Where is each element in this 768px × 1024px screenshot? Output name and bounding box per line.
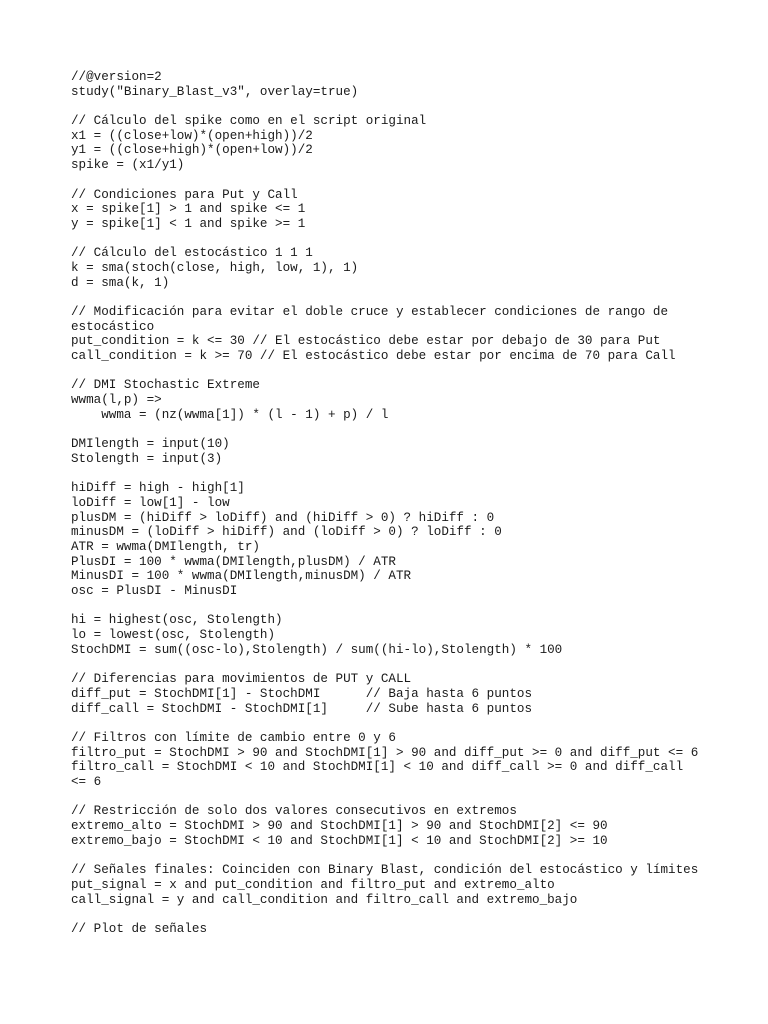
comment-line: // Cálculo del estocástico 1 1 1 — [71, 246, 313, 261]
code-line: StochDMI = sum((osc-lo),Stolength) / sum((hi-lo),Stolength) * 100 — [71, 642, 563, 657]
blank-line — [71, 99, 751, 114]
code-line: wwma(l,p) => — [71, 393, 162, 408]
code-line: loDiff = low[1] - low — [71, 495, 230, 510]
code-line: hiDiff = high - high[1] — [71, 481, 245, 496]
code-line: <= 6 — [71, 775, 102, 789]
code-line: put_signal = x and put_condition and filtro_put and extremo_alto — [71, 877, 555, 892]
code-line: hi = highest(osc, Stolength) — [71, 613, 283, 628]
blank-line — [71, 658, 751, 673]
blank-line — [71, 290, 751, 305]
blank-line — [71, 907, 751, 922]
blank-line — [71, 173, 751, 188]
code-line: plusDM = (hiDiff > loDiff) and (hiDiff > 0) ? hiDiff : 0 — [71, 510, 495, 525]
code-line: diff_call = StochDMI - StochDMI[1] // Sube hasta 6 puntos — [71, 701, 533, 716]
blank-line — [71, 599, 751, 614]
code-line: ATR = wwma(DMIlength, tr) — [71, 540, 260, 554]
comment-line: // Señales finales: Coinciden con Binary Blast, condición del estocástico y límites — [71, 863, 699, 878]
code-line: x = spike[1] > 1 and spike <= 1 — [71, 202, 306, 217]
code-line: y = spike[1] < 1 and spike >= 1 — [71, 216, 306, 231]
code-line: extremo_bajo = StochDMI < 10 and StochDMI[1] < 10 and StochDMI[2] >= 10 — [71, 833, 608, 848]
code-line: lo = lowest(osc, Stolength) — [71, 628, 276, 643]
comment-line: // Cálculo del spike como en el script original — [71, 114, 427, 129]
code-block — [71, 70, 751, 937]
blank-line — [71, 716, 751, 731]
code-line: MinusDI = 100 * wwma(DMIlength,minusDM) / ATR — [71, 569, 412, 584]
code-line: d = sma(k, 1) — [71, 275, 170, 290]
comment-line: // Filtros con límite de cambio entre 0 y 6 — [71, 730, 396, 745]
code-line: y1 = ((close+high)*(open+low))/2 — [71, 143, 313, 158]
code-line: osc = PlusDI - MinusDI — [71, 584, 238, 599]
comment-line: // Plot de señales — [71, 921, 208, 936]
code-line: wwma = (nz(wwma[1]) * (l - 1) + p) / l — [71, 407, 389, 422]
code-line: k = sma(stoch(close, high, low, 1), 1) — [71, 260, 359, 275]
code-line: estocástico — [71, 319, 155, 334]
blank-line — [71, 848, 751, 863]
code-line: x1 = ((close+low)*(open+high))/2 — [71, 128, 313, 143]
code-line: study("Binary_Blast_v3", overlay=true) — [71, 84, 359, 99]
code-line: call_condition = k >= 70 // El estocástico debe estar por encima de 70 para Call — [71, 349, 676, 364]
comment-line: //@version=2 — [71, 70, 162, 84]
comment-line: // Condiciones para Put y Call — [71, 187, 298, 202]
comment-line: // DMI Stochastic Extreme — [71, 378, 260, 393]
code-line: minusDM = (loDiff > hiDiff) and (loDiff > 0) ? loDiff : 0 — [71, 525, 502, 540]
code-line: filtro_call = StochDMI < 10 and StochDMI[1] < 10 and diff_call >= 0 and diff_call — [71, 760, 684, 775]
blank-line — [71, 364, 751, 379]
code-line: diff_put = StochDMI[1] - StochDMI // Baja hasta 6 puntos — [71, 686, 533, 701]
blank-line — [71, 467, 751, 482]
blank-line — [71, 423, 751, 438]
code-line: DMIlength = input(10) — [71, 437, 230, 452]
code-line: PlusDI = 100 * wwma(DMIlength,plusDM) / ATR — [71, 554, 396, 569]
code-line: spike = (x1/y1) — [71, 158, 185, 173]
comment-line: // Modificación para evitar el doble cruce y establecer condiciones de rango de — [71, 305, 669, 319]
code-line: extremo_alto = StochDMI > 90 and StochDMI[1] > 90 and StochDMI[2] <= 90 — [71, 819, 608, 834]
blank-line — [71, 232, 751, 247]
code-line: call_signal = y and call_condition and filtro_call and extremo_bajo — [71, 892, 578, 907]
comment-line: // Restricción de solo dos valores consecutivos en extremos — [71, 804, 517, 819]
code-line: filtro_put = StochDMI > 90 and StochDMI[1] > 90 and diff_put >= 0 and diff_put <= 6 — [71, 745, 699, 760]
code-line: put_condition = k <= 30 // El estocástico debe estar por debajo de 30 para Put — [71, 334, 661, 349]
comment-line: // Diferencias para movimientos de PUT y CALL — [71, 672, 412, 687]
blank-line — [71, 790, 751, 805]
code-line: Stolength = input(3) — [71, 451, 223, 466]
